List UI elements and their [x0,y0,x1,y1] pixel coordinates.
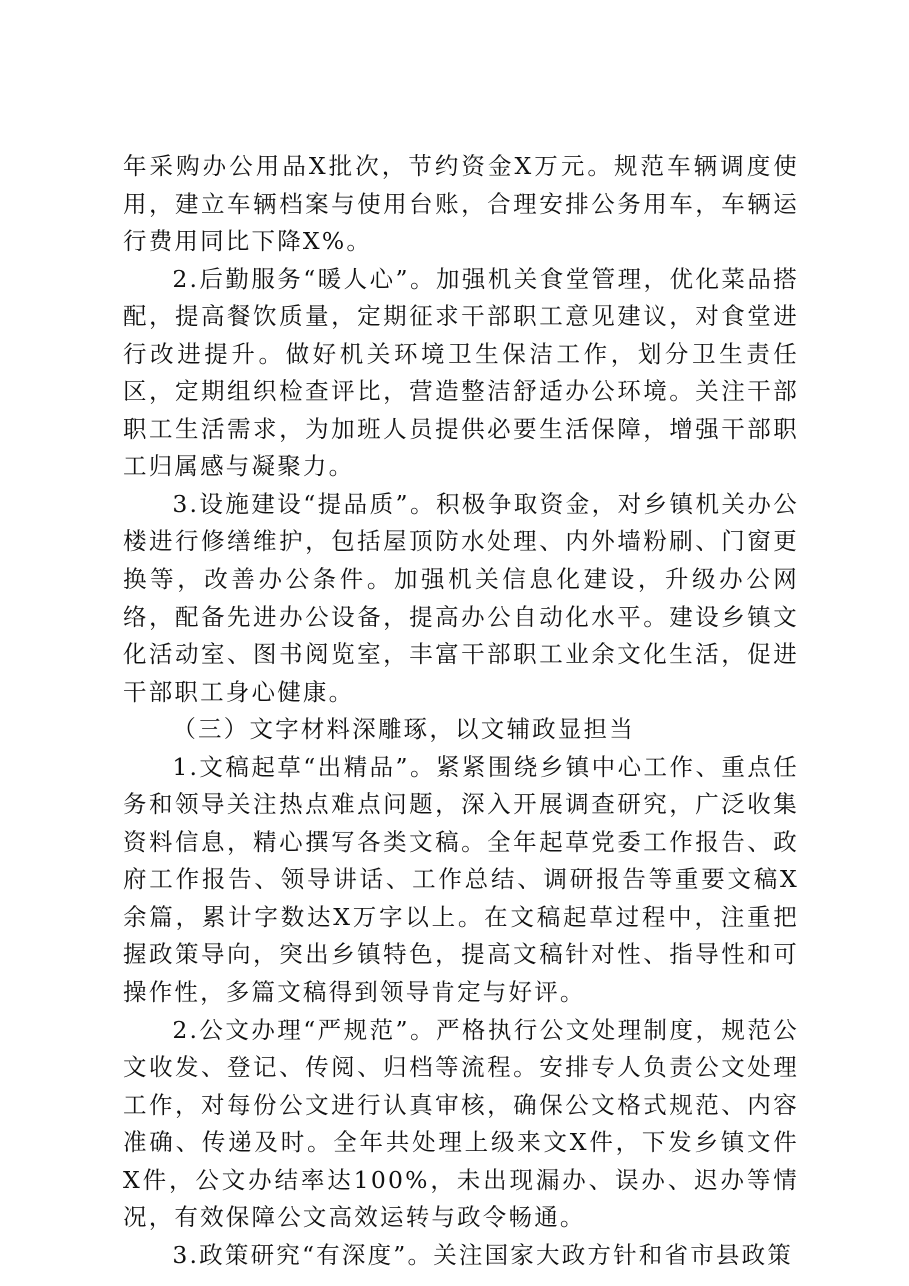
item-facility-construction: 3.设施建设“提品质”。积极争取资金，对乡镇机关办公楼进行修缮维护，包括屋顶防水处理、内外墙粉刷、门窗更换等，改善办公条件。加强机关信息化建设，升级办公网络，配备先进办公设备，提高办公自动化水平。建设乡镇文化活动室、图书阅览室，丰富干部职工业余文化生活，促进干部职工身心健康。 [123,489,799,706]
document-body [123,148,799,1274]
item-manuscript-drafting: 1.文稿起草“出精品”。紧紧围绕乡镇中心工作、重点任务和领导关注热点难点问题，深入开展调查研究，广泛收集资料信息，精心撰写各类文稿。全年起草党委工作报告、政府工作报告、领导讲话、工作总结、调研报告等重要文稿X余篇，累计字数达X万字以上。在文稿起草过程中，注重把握政策导向，突出乡镇特色，提高文稿针对性、指导性和可操作性，多篇文稿得到领导肯定与好评。 [123,752,799,1007]
item-document-handling: 2.公文办理“严规范”。严格执行公文处理制度，规范公文收发、登记、传阅、归档等流程。安排专人负责公文处理工作，对每份公文进行认真审核，确保公文格式规范、内容准确、传递及时。全年共处理上级来文X件，下发乡镇文件X件，公文办结率达100%，未出现漏办、误办、迟办等情况，有效保障公文高效运转与政令畅通。 [123,1015,799,1232]
continuation-paragraph: 年采购办公用品X批次，节约资金X万元。规范车辆调度使用，建立车辆档案与使用台账，合理安排公务用车，车辆运行费用同比下降X%。 [123,152,799,256]
item-policy-research: 3.政策研究“有深度”。关注国家大政方针和省市县政策 [172,1240,793,1269]
item-logistics-service: 2.后勤服务“暖人心”。加强机关食堂管理，优化菜品搭配，提高餐饮质量，定期征求干部职工意见建议，对食堂进行改进提升。做好机关环境卫生保洁工作，划分卫生责任区，定期组织检查评比，营造整洁舒适办公环境。关注干部职工生活需求，为加班人员提供必要生活保障，增强干部职工归属感与凝聚力。 [123,264,799,481]
section-heading-3: （三）文字材料深雕琢，以文辅政显担当 [172,715,635,744]
